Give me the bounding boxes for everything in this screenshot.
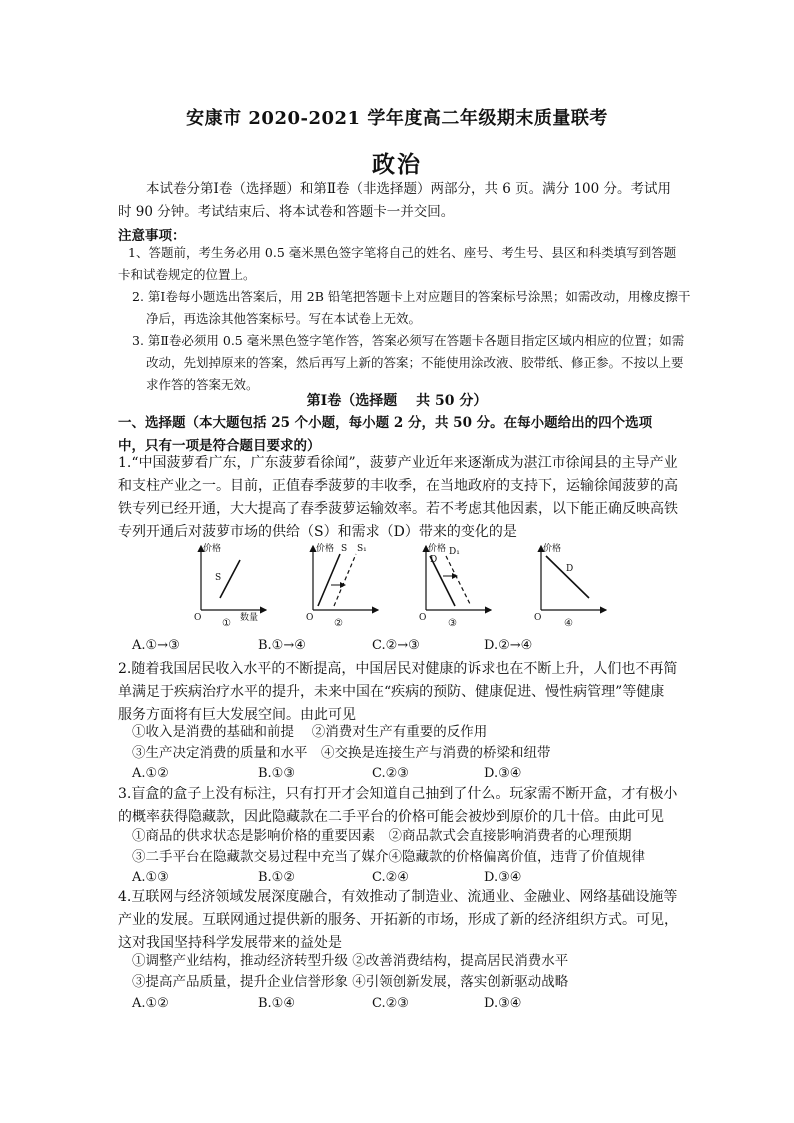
option-d[interactable]: D.③④ [484,870,522,885]
option-a[interactable]: A.①② [132,996,169,1011]
graph-label: ③ [448,618,457,628]
answer-options [132,996,678,1016]
option-c[interactable]: C.②③ [372,996,409,1011]
statement-line: ③生产决定消费的质量和水平 ④交换是连接生产与消费的桥梁和纽带 [132,745,551,761]
curve-label: S [341,544,348,554]
supply-demand-graphs [0,538,794,628]
origin-label: O [419,613,427,623]
option-b[interactable]: B.①② [258,870,295,885]
graph-label: ② [334,618,343,628]
graph-3 [419,542,491,628]
y-axis-label: 价格 [203,544,222,554]
notice-item: 3. 第Ⅱ卷必须用 0.5 毫米黑色签字笔作答，答案必须写在答题卡各题目指定区域内相应的位置；如需改动，先划掉原来的答案，然后再写上新的答案；不能使用涂改液、胶带纸、修正参。不按以上要求作答的答案无效。 [132,333,685,392]
question-stem: 4.互联网与经济领域发展深度融合，有效推动了制造业、流通业、金融业、网络基础设施等产业的发展。互联网通过提供新的服务、开拓新的市场，形成了新的经济组织方式。可见，这对我国坚持科学发展带来的益处是 [118,889,678,951]
graph-2 [306,542,378,628]
origin-label: O [306,613,314,623]
curve-label: D₁ [449,547,460,557]
answer-options [132,638,678,658]
question-stem: 2.随着我国居民收入水平的不断提高，中国居民对健康的诉求也在不断上升，人们也不再简单满足于疾病治疗水平的提升，未来中国在“疾病的预防、健康促进、慢性病管理”等健康服务方面将有巨大发展空间。由此可见 [118,661,678,723]
option-a[interactable]: A.①③ [132,870,169,885]
notice-title: 注意事项： [118,228,186,244]
option-b[interactable]: B.①③ [258,766,295,781]
question-stem: 1.“中国菠萝看广东，广东菠萝看徐闻”，菠萝产业近年来逐渐成为湛江市徐闻县的主导产业和支柱产业之一。目前，正值春季菠萝的丰收季，在当地政府的支持下，运输徐闻菠萝的高铁专列已经开通，大大提高了春季菠萝运输效率。若不考虑其他因素，以下能正确反映高铁专列开通后对菠萝市场的供给（S）和需求（D）带来的变化的是 [118,455,678,540]
origin-label: O [194,613,202,623]
curve-label: D [566,564,574,574]
graph-4 [534,542,606,628]
y-axis-label: 价格 [428,544,447,554]
statement-line: ①商品的供求状态是影响价格的重要因素 ②商品款式会直接影响消费者的心理预期 [132,828,632,844]
curve-label: S [215,573,222,583]
option-d[interactable]: D.③④ [484,996,522,1011]
option-d[interactable]: D.②→④ [484,638,533,653]
option-c[interactable]: C.②④ [372,870,409,885]
graph-label: ① [222,618,231,628]
section-title: 一、选择题（本大题包括 25 个小题，每小题 2 分，共 50 分。在每小题给出的四个选项中，只有一项是符合题目要求的） [118,415,653,454]
origin-label: O [534,613,542,623]
option-d[interactable]: D.③④ [484,766,522,781]
option-b[interactable]: B.①④ [258,996,295,1011]
statement-line: ③二手平台在隐藏款交易过程中充当了媒介④隐藏款的价格偏离价值，违背了价值规律 [132,849,645,865]
option-a[interactable]: A.①② [132,766,169,781]
option-c[interactable]: C.②③ [372,766,409,781]
curve-label: D [430,555,438,565]
option-c[interactable]: C.②→③ [372,638,420,653]
option-b[interactable]: B.①→④ [258,638,306,653]
x-axis-label: 数量 [240,613,259,623]
graph-1 [194,542,266,628]
question-stem: 3.盲盒的盒子上没有标注，只有打开才会知道自己抽到了什么。玩家需不断开盒，才有极小的概率获得隐藏款，因此隐藏款在二手平台的价格可能会被炒到原价的几十倍。由此可见 [118,786,678,825]
option-a[interactable]: A.①→③ [132,638,180,653]
notice-item: 2. 第Ⅰ卷每小题选出答案后，用 2B 铅笔把答题卡上对应题目的答案标号涂黑；如需改动，用橡皮擦干净后，再选涂其他答案标号。写在本试卷上无效。 [132,289,691,326]
notice-item: 1、答题前，考生务必用 0.5 毫米黑色签字笔将自己的姓名、座号、考生号、县区和科类填写到答题卡和试卷规定的位置上。 [118,245,677,282]
volume-title: 第Ⅰ卷（选择题 共 50 分） [306,393,488,409]
curve-label: S₁ [357,544,367,554]
exam-title: 安康市 2020-2021 学年度高二年级期末质量联考 [186,108,608,129]
graph-label: ④ [564,618,573,628]
subject-title: 政治 [372,151,422,178]
y-axis-label: 价格 [543,544,562,554]
statement-line: ①收入是消费的基础和前提 ②消费对生产有重要的反作用 [132,724,488,740]
intro-paragraph: 本试卷分第Ⅰ卷（选择题）和第Ⅱ卷（非选择题）两部分，共 6 页。满分 100 分。考试用时 90 分钟。考试结束后、将本试卷和答题卡一并交回。 [118,181,672,220]
statement-line: ③提高产品质量，提升企业信誉形象 ④引领创新发展，落实创新驱动战略 [132,974,569,990]
statement-line: ①调整产业结构，推动经济转型升级 ②改善消费结构，提高居民消费水平 [132,953,569,969]
y-axis-label: 价格 [316,544,335,554]
